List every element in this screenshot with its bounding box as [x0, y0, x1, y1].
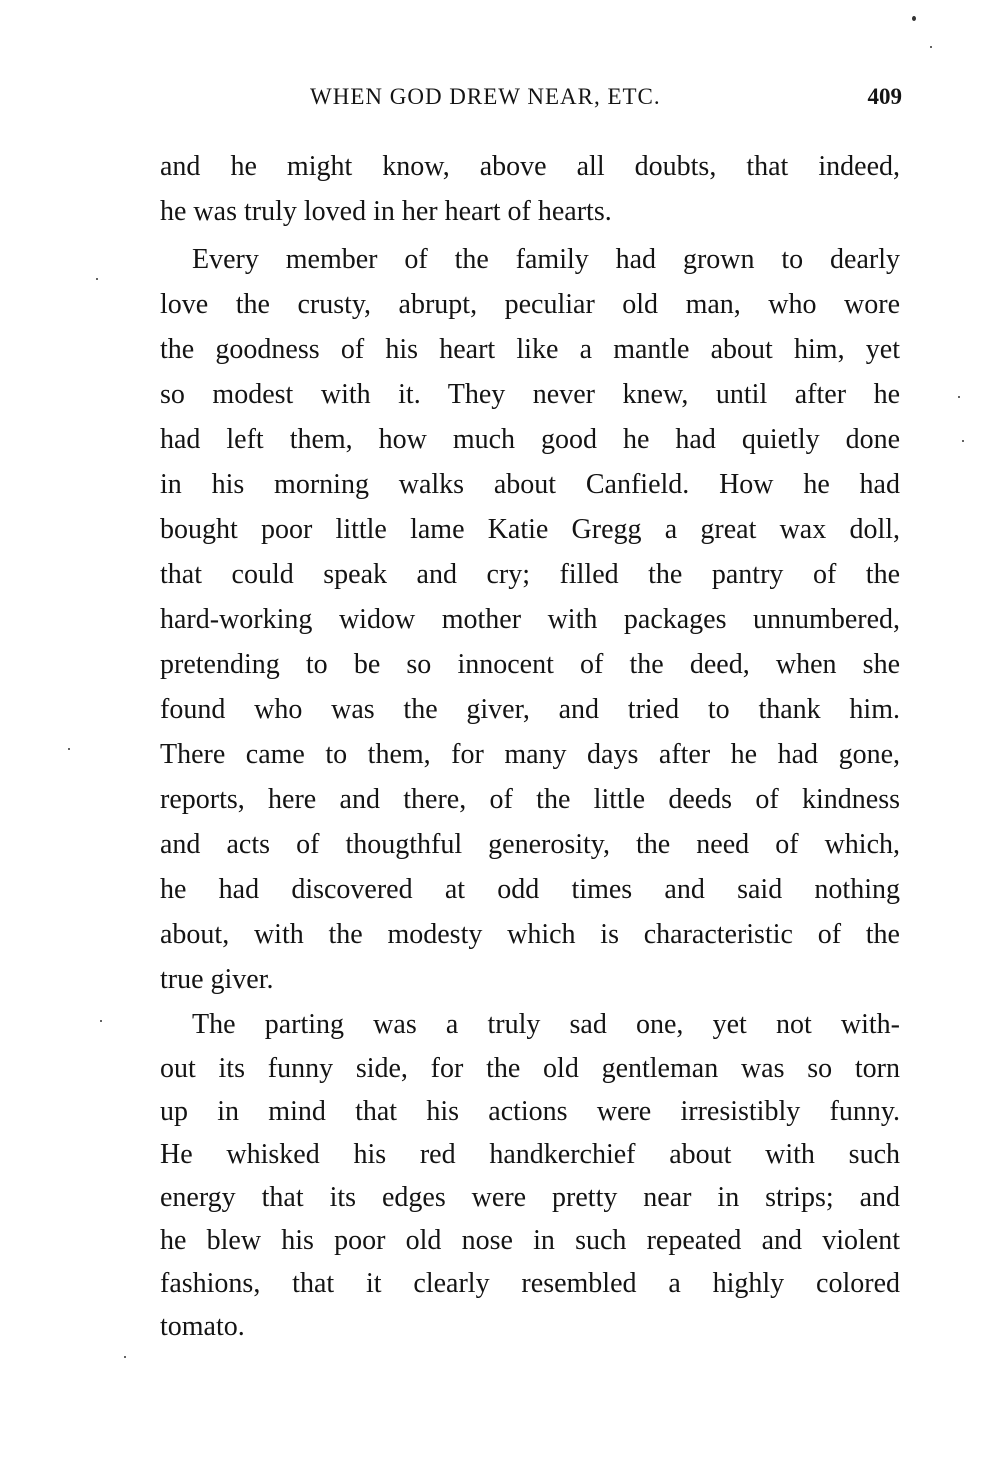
scan-speck — [68, 748, 70, 750]
text-line: he blew his poor old nose in such repeated and violent — [160, 1225, 900, 1256]
running-head — [160, 84, 900, 118]
text-line: he had discovered at odd times and said nothing — [160, 874, 900, 905]
text-line: about, with the modesty which is characteristic of the — [160, 919, 900, 950]
text-line: hard-working widow mother with packages unnumbered, — [160, 604, 900, 635]
text-line: tomato. — [160, 1311, 245, 1342]
text-line: reports, here and there, of the little deeds of kindness — [160, 784, 900, 815]
scan-speck — [930, 46, 932, 48]
scan-speck — [96, 278, 98, 280]
text-line: love the crusty, abrupt, peculiar old man, who wore — [160, 289, 900, 320]
text-line: had left them, how much good he had quietly done — [160, 424, 900, 455]
text-line: found who was the giver, and tried to thank him. — [160, 694, 900, 725]
scan-speck — [962, 440, 964, 442]
text-line: bought poor little lame Katie Gregg a great wax doll, — [160, 514, 900, 545]
text-line: and acts of thougthful generosity, the need of which, — [160, 829, 900, 860]
text-line: pretending to be so innocent of the deed, when she — [160, 649, 900, 680]
text-line: the goodness of his heart like a mantle about him, yet — [160, 334, 900, 365]
text-line: so modest with it. They never knew, until after he — [160, 379, 900, 410]
scan-speck — [958, 396, 960, 398]
text-line: out its funny side, for the old gentleman was so torn — [160, 1053, 900, 1084]
text-line: The parting was a truly sad one, yet not with- — [192, 1009, 900, 1040]
text-line: up in mind that his actions were irresistibly funny. — [160, 1096, 900, 1127]
scan-speck — [100, 1020, 102, 1022]
scan-speck — [124, 1356, 126, 1358]
text-line: true giver. — [160, 964, 274, 995]
text-line: in his morning walks about Canfield. How he had — [160, 469, 900, 500]
text-line: Every member of the family had grown to dearly — [192, 244, 900, 275]
text-line: There came to them, for many days after he had gone, — [160, 739, 900, 770]
running-title: WHEN GOD DREW NEAR, ETC. — [310, 84, 661, 109]
text-line: energy that its edges were pretty near in strips; and — [160, 1182, 900, 1213]
text-line: He whisked his red handkerchief about with such — [160, 1139, 900, 1170]
text-line: and he might know, above all doubts, that indeed, — [160, 151, 900, 182]
page-number: 409 — [867, 84, 902, 109]
text-line: fashions, that it clearly resembled a highly colored — [160, 1268, 900, 1299]
text-line: he was truly loved in her heart of hearts. — [160, 196, 612, 227]
scan-speck — [912, 16, 916, 21]
text-line: that could speak and cry; filled the pantry of the — [160, 559, 900, 590]
